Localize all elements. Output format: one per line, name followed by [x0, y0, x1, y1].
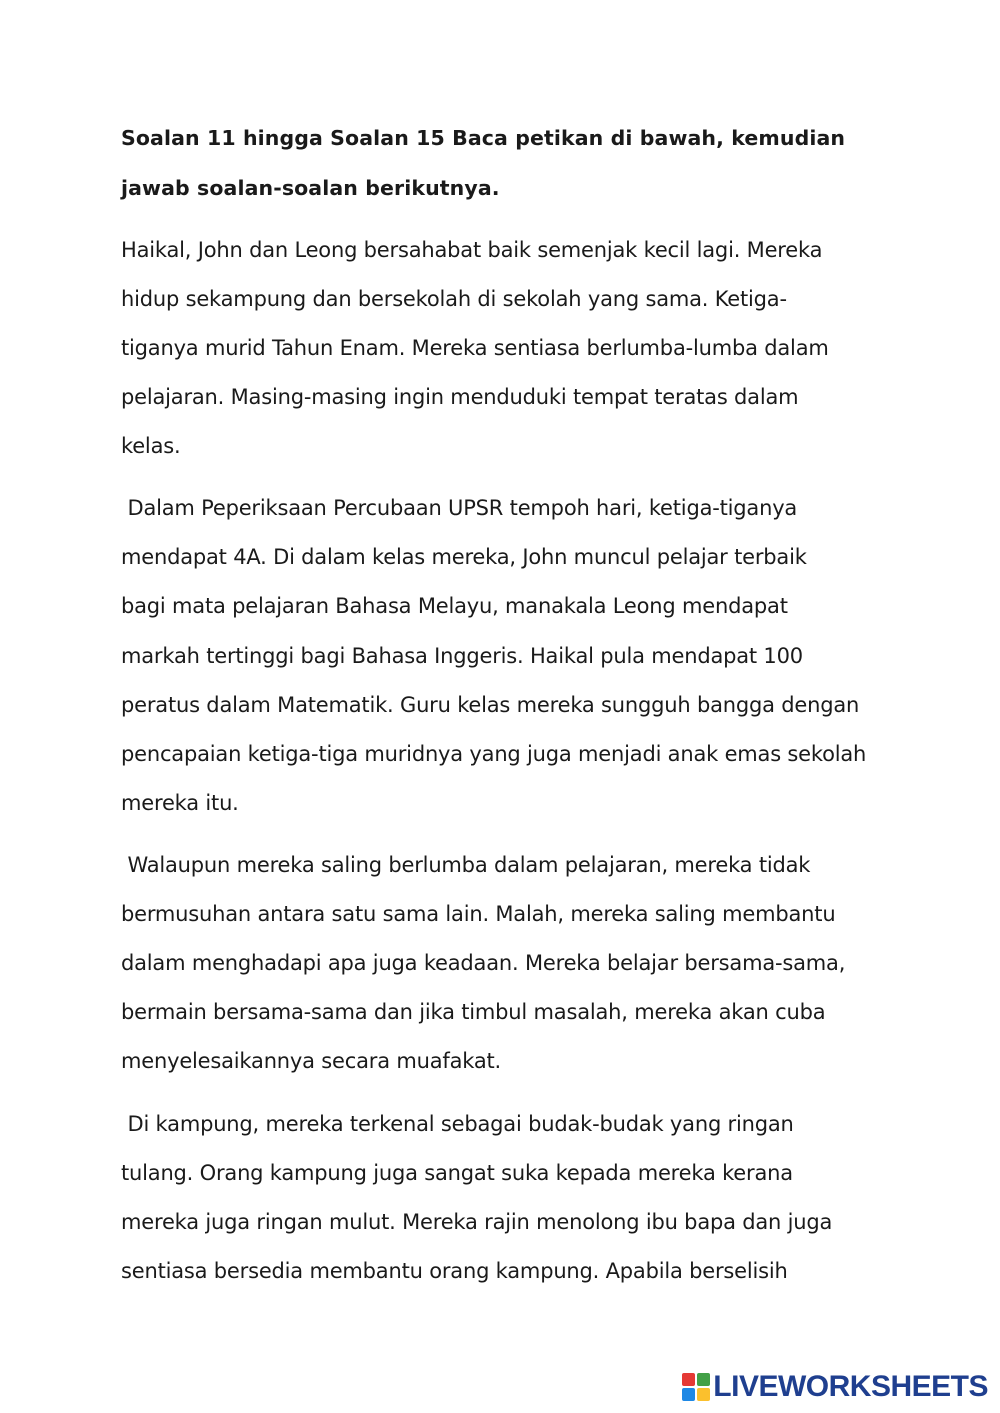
watermark-text: LIVEWORKSHEETS	[713, 1370, 988, 1403]
passage-line: tulang. Orang kampung juga sangat suka kepada mereka kerana	[121, 1161, 793, 1185]
passage-line: mereka itu.	[121, 791, 239, 815]
passage-line: menyelesaikannya secara muafakat.	[121, 1049, 502, 1073]
passage-line: mereka juga ringan mulut. Mereka rajin menolong ibu bapa dan juga	[121, 1210, 833, 1234]
passage-line: Di kampung, mereka terkenal sebagai budak-budak yang ringan	[121, 1112, 794, 1136]
heading-line: Soalan 11 hingga Soalan 15 Baca petikan di bawah, kemudian	[121, 126, 846, 150]
passage-line: markah tertinggi bagi Bahasa Inggeris. Haikal pula mendapat 100	[121, 644, 803, 668]
passage-line: pelajaran. Masing-masing ingin menduduki tempat teratas dalam	[121, 385, 799, 409]
passage-line: tiganya murid Tahun Enam. Mereka sentiasa berlumba-lumba dalam	[121, 336, 829, 360]
liveworksheets-logo-icon	[682, 1373, 710, 1401]
passage-line: bermusuhan antara satu sama lain. Malah, mereka saling membantu	[121, 902, 836, 926]
passage-line: dalam menghadapi apa juga keadaan. Mereka belajar bersama-sama,	[121, 951, 846, 975]
passage-line: pencapaian ketiga-tiga muridnya yang juga menjadi anak emas sekolah	[121, 742, 867, 766]
passage-line: mendapat 4A. Di dalam kelas mereka, John muncul pelajar terbaik	[121, 545, 807, 569]
passage-line: sentiasa bersedia membantu orang kampung. Apabila berselisih	[121, 1259, 788, 1283]
logo-square	[682, 1373, 695, 1386]
logo-square	[697, 1388, 710, 1401]
passage-line: peratus dalam Matematik. Guru kelas mereka sungguh bangga dengan	[121, 693, 860, 717]
passage-line: bagi mata pelajaran Bahasa Melayu, manakala Leong mendapat	[121, 594, 788, 618]
logo-square	[682, 1388, 695, 1401]
passage-line: Walaupun mereka saling berlumba dalam pelajaran, mereka tidak	[121, 853, 811, 877]
passage-line: bermain bersama-sama dan jika timbul masalah, mereka akan cuba	[121, 1000, 826, 1024]
logo-square	[697, 1373, 710, 1386]
passage-line: Haikal, John dan Leong bersahabat baik semenjak kecil lagi. Mereka	[121, 238, 823, 262]
heading-line: jawab soalan-soalan berikutnya.	[121, 176, 500, 200]
passage-line: Dalam Peperiksaan Percubaan UPSR tempoh hari, ketiga-tiganya	[121, 496, 798, 520]
liveworksheets-watermark	[682, 1369, 988, 1405]
passage-line: kelas.	[121, 434, 181, 458]
passage-line: hidup sekampung dan bersekolah di sekolah yang sama. Ketiga-	[121, 287, 787, 311]
